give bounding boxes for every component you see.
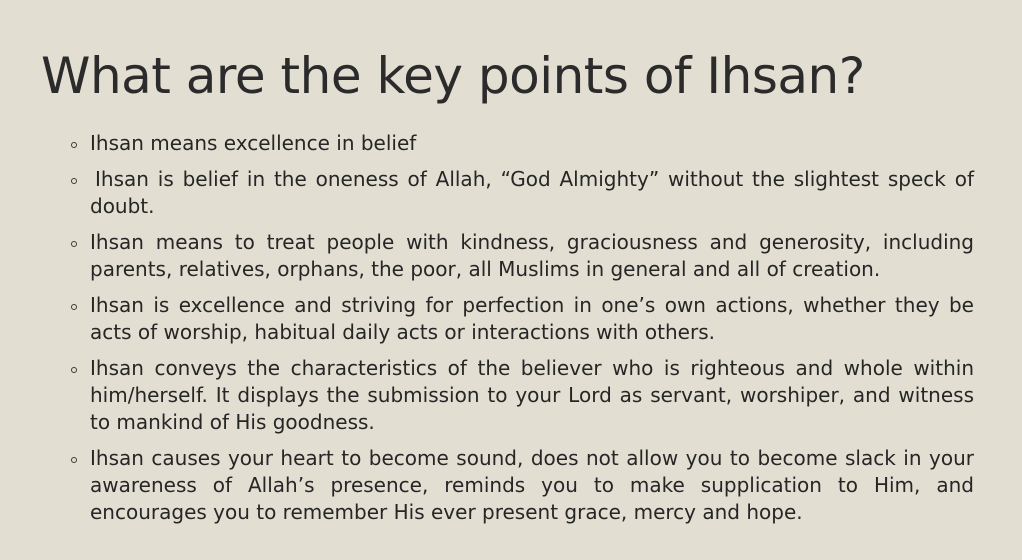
bullet-item	[90, 130, 974, 157]
slide-title: What are the key points of Ihsan?	[41, 47, 865, 105]
bullet-circle-icon	[71, 457, 77, 463]
bullet-item	[90, 292, 974, 346]
bullet-text: Ihsan conveys the characteristics of the believer who is righteous and whole within him/herself. It displays the submission to your Lord as servant, worshiper, and witness to mankind of His goodness.	[90, 356, 974, 434]
bullet-circle-icon	[71, 241, 77, 247]
bullet-item	[90, 229, 974, 283]
bullet-item	[90, 445, 974, 526]
bullet-circle-icon	[71, 142, 77, 148]
bullet-text: Ihsan means excellence in belief	[90, 131, 417, 155]
bullet-text: Ihsan is belief in the oneness of Allah, “God Almighty” without the slightest speck of doubt.	[90, 167, 974, 218]
bullet-circle-icon	[71, 304, 77, 310]
bullet-circle-icon	[71, 178, 77, 184]
bullet-circle-icon	[71, 367, 77, 373]
bullet-text: Ihsan means to treat people with kindness, graciousness and generosity, including parents, relatives, orphans, the poor, all Muslims in general and all of creation.	[90, 230, 974, 281]
bullet-item	[90, 166, 974, 220]
bullet-list	[90, 130, 974, 535]
bullet-text: Ihsan is excellence and striving for perfection in one’s own actions, whether they be acts of worship, habitual daily acts or interactions with others.	[90, 293, 974, 344]
bullet-item	[90, 355, 974, 436]
bullet-text: Ihsan causes your heart to become sound, does not allow you to become slack in your awareness of Allah’s presence, reminds you to make supplication to Him, and encourages you to remember His ever present grace, mercy and hope.	[90, 446, 974, 524]
